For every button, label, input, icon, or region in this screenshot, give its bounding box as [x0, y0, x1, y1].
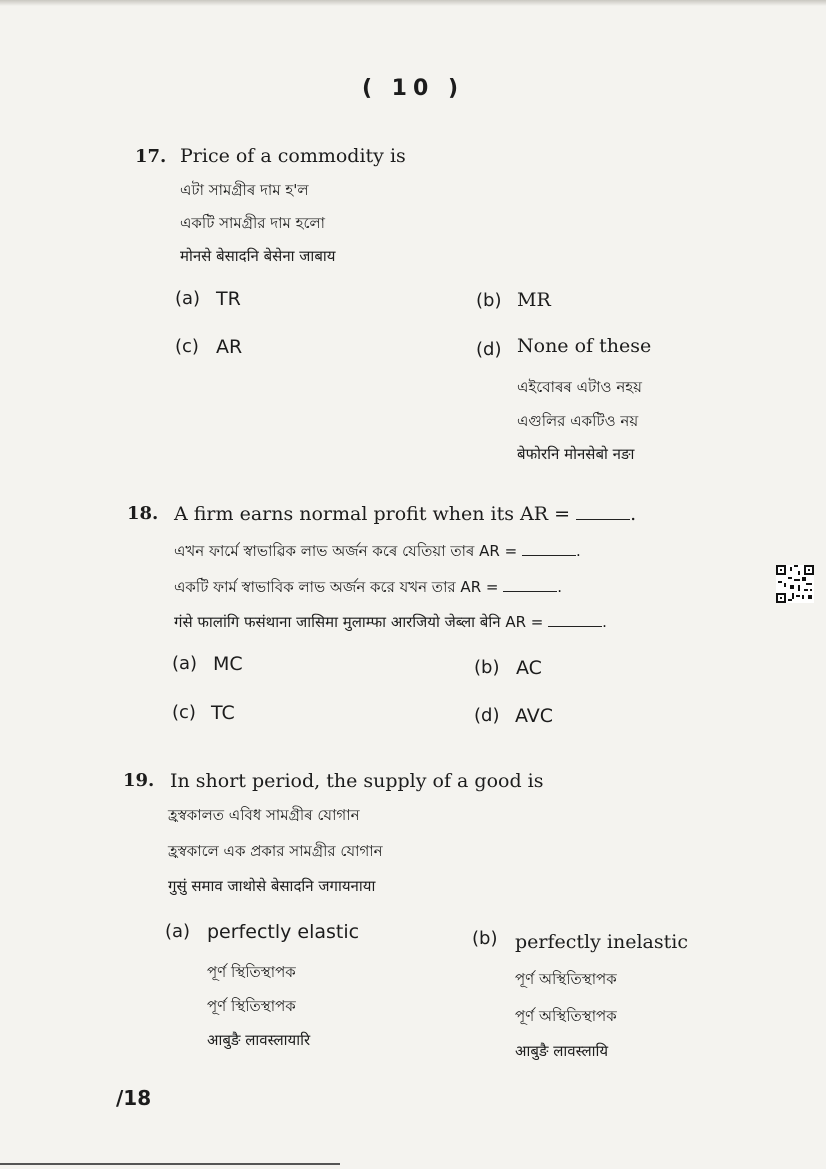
question-translation-assamese: হ্ৰস্বকালত এবিধ সামগ্ৰীৰ যোগান [168, 806, 360, 824]
question-translation-bodo: गुसुं समाव जाथोसे बेसादनि जगायनाया [168, 877, 376, 895]
question-translation-assamese: এখন ফাৰ্মে স্বাভাৱিক লাভ অৰ্জন কৰে যেতিয়া তাৰ AR = . [174, 542, 581, 560]
page-top-edge [0, 0, 826, 6]
answer-blank [576, 518, 630, 520]
option-a-text: MC [213, 653, 243, 675]
option-b-text: MR [517, 289, 551, 311]
question-translation-bodo: मोनसे बेसादनि बेसेना जाबाय [180, 247, 336, 265]
option-a-translation-bodo: आबुङै लावस्लायारि [207, 1031, 311, 1049]
question-number: 19. [123, 770, 155, 791]
bottom-rule [0, 1163, 340, 1165]
option-a-text: perfectly elastic [207, 921, 360, 943]
question-translation-bengali: হ্রস্বকালে এক প্রকার সামগ্রীর যোগান [168, 842, 383, 860]
option-d-text: AVC [515, 705, 554, 727]
option-b-label: (b) [472, 928, 498, 949]
answer-blank [503, 590, 557, 592]
option-d-translation-bodo: बेफोरनि मोनसेबो नङा [517, 445, 635, 463]
answer-blank [548, 625, 602, 627]
question-text: In short period, the supply of a good is [170, 770, 544, 792]
option-d-label: (d) [476, 339, 502, 360]
page-number: ( 10 ) [361, 76, 465, 101]
option-a-label: (a) [172, 653, 198, 674]
question-translation-bodo: गंसे फालांगि फसंथाना जासिमा मुलाम्फा आरजियो जेब्ला बेनि AR = . [174, 613, 607, 631]
answer-blank [522, 554, 576, 556]
option-a-text: TR [216, 288, 241, 310]
question-translation-assamese: এটা সামগ্ৰীৰ দাম হ'ল [180, 181, 309, 199]
paper-code: /18 [116, 1086, 152, 1110]
option-d-label: (d) [474, 705, 500, 726]
question-number: 17. [135, 146, 167, 167]
option-b-translation-bodo: आबुङै लावस्लायि [515, 1042, 609, 1060]
option-b-label: (b) [474, 657, 500, 678]
option-a-label: (a) [175, 288, 201, 309]
option-b-label: (b) [476, 290, 502, 311]
question-text: Price of a commodity is [180, 145, 406, 167]
option-c-label: (c) [172, 702, 196, 723]
option-d-text: None of these [517, 335, 652, 357]
option-b-translation-assamese: পূৰ্ণ অস্থিতিস্থাপক [515, 970, 617, 988]
question-translation-bengali: একটি ফার্ম স্বাভাবিক লাভ অর্জন করে যখন তার AR = . [174, 578, 563, 596]
option-a-translation-assamese: পূৰ্ণ স্থিতিস্থাপক [207, 963, 296, 981]
option-c-label: (c) [175, 336, 199, 357]
question-number: 18. [127, 503, 159, 524]
option-b-text: perfectly inelastic [515, 931, 688, 953]
question-translation-bengali: একটি সামগ্রীর দাম হলো [180, 214, 326, 232]
option-d-translation-assamese: এইবোৰৰ এটাও নহয় [517, 378, 643, 396]
qr-code-icon [776, 565, 814, 603]
option-d-translation-bengali: এগুলির একটিও নয় [517, 412, 639, 430]
question-text: A firm earns normal profit when its AR = . [174, 503, 637, 525]
option-b-text: AC [516, 657, 542, 679]
option-b-translation-bengali: পূর্ণ অস্থিতিস্থাপক [515, 1007, 617, 1025]
option-a-translation-bengali: পূর্ণ স্থিতিস্থাপক [207, 997, 296, 1015]
option-a-label: (a) [165, 921, 191, 942]
option-c-text: AR [216, 336, 243, 358]
option-c-text: TC [211, 702, 235, 724]
